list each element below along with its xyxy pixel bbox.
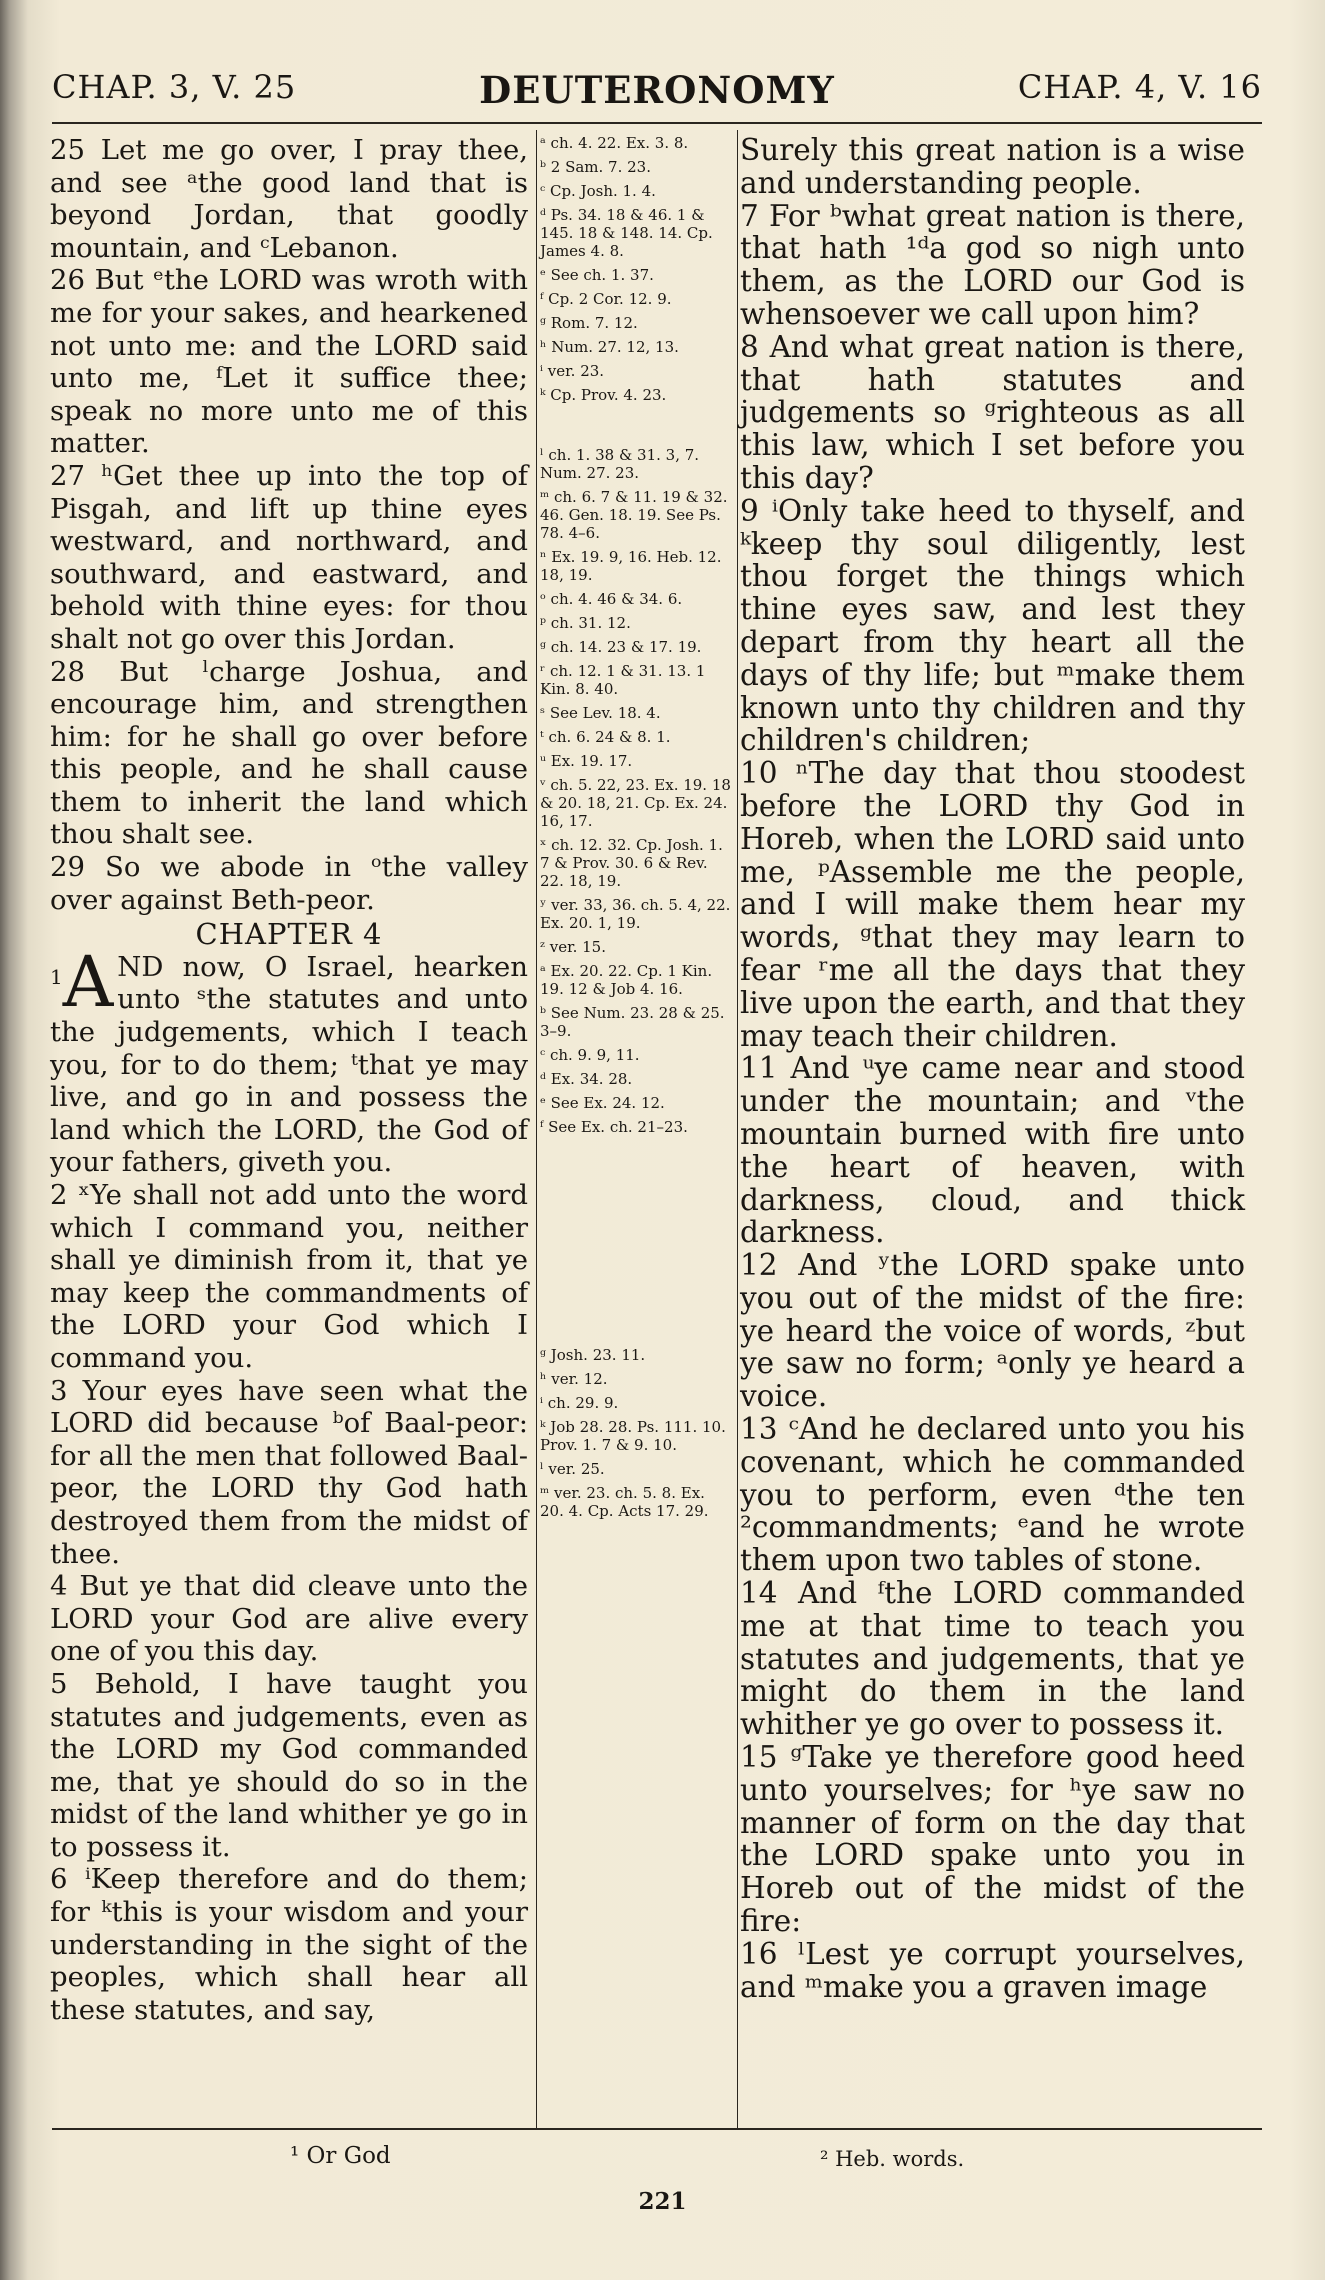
cross-reference-entry: ⁿ Ex. 19. 9, 16. Heb. 12. 18, 19.	[540, 548, 722, 584]
cross-reference-entry: ˣ ch. 12. 32. Cp. Josh. 1. 7 & Prov. 30. 6 & Rev. 22. 18, 19.	[540, 836, 723, 890]
verse-paragraph: 14 And ᶠthe LORD commanded me at that time to teach you statutes and judgements, that ye might do them in the land whither ye go over to possess it.	[740, 1576, 1245, 1742]
verse-paragraph: 5 Behold, I have taught you statutes and judgements, even as the LORD my God commanded me, that ye should do so in the midst of the land whither ye go in to possess it.	[50, 1667, 528, 1863]
cross-reference-entry: ˡ ver. 25.	[540, 1460, 605, 1478]
cross-reference-entry: ᶜ Cp. Josh. 1. 4.	[540, 182, 656, 200]
cross-reference-entry: ˢ See Lev. 18. 4.	[540, 704, 661, 722]
cross-reference-entry: ʰ ver. 12.	[540, 1370, 608, 1388]
cross-reference-entry: ᵃ Ex. 20. 22. Cp. 1 Kin. 19. 12 & Job 4. 16.	[540, 962, 713, 998]
cross-reference-entry: ᵍ ch. 14. 23 & 17. 19.	[540, 638, 702, 656]
cross-reference-entry: ᵍ Rom. 7. 12.	[540, 314, 638, 332]
left-text-column	[50, 134, 528, 2026]
cross-reference-entry: ᵃ ch. 4. 22. Ex. 3. 8.	[540, 134, 689, 152]
right-text-column	[740, 134, 1245, 2003]
verse-paragraph: 10 ⁿThe day that thou stoodest before the LORD thy God in Horeb, when the LORD said unto me, ᵖAssemble me the people, and I will make them hear my words, ᵍthat they may learn to fear ʳme all the days that they live upon the earth, and that they may teach their children.	[740, 756, 1245, 1053]
cross-reference-entry: ᵏ Job 28. 28. Ps. 111. 10. Prov. 1. 7 & 9. 10.	[540, 1418, 726, 1454]
footnote-1: ¹ Or God	[290, 2143, 391, 2169]
cross-reference-entry: ᵘ Ex. 19. 17.	[540, 752, 633, 770]
cross-reference-entry: ᶠ See Ex. ch. 21–23.	[540, 1118, 688, 1136]
cross-reference-entry: ᵉ See ch. 1. 37.	[540, 266, 654, 284]
header-left-reference: CHAP. 3, V. 25	[52, 68, 297, 106]
verse-paragraph: 12 And ʸthe LORD spake unto you out of the midst of the fire: ye heard the voice of words, ᶻbut ye saw no form; ᵃonly ye heard a voice.	[740, 1248, 1245, 1414]
cross-reference-entry: ᶻ ver. 15.	[540, 938, 606, 956]
cross-reference-entry: ʳ ch. 12. 1 & 31. 13. 1 Kin. 8. 40.	[540, 662, 706, 698]
verse-paragraph: 9 ⁱOnly take heed to thyself, and ᵏkeep thy soul diligently, lest thou forget the things which thine eyes saw, and lest they depart from thy heart all the days of thy life; but ᵐmake them known unto thy children and thy children's children;	[740, 493, 1245, 758]
cross-reference-entry: ᶠ Cp. 2 Cor. 12. 9.	[540, 290, 672, 308]
verse-paragraph: 26 But ᵉthe LORD was wroth with me for your sakes, and hearkened not unto me: and the LORD said unto me, ᶠLet it suffice thee; speak no more unto me of this matter.	[50, 264, 528, 460]
verse-paragraph: 6 ⁱKeep therefore and do them; for ᵏthis is your wisdom and your understanding in the sight of the peoples, which shall hear all these statutes, and say,	[50, 1863, 528, 2026]
chapter-heading: CHAPTER 4	[195, 917, 383, 952]
header-book-title: DEUTERONOMY	[479, 68, 835, 112]
verse-paragraph: 8 And what great nation is there, that hath statutes and judgements so ᵍrighteous as all this law, which I set before you this day?	[740, 329, 1245, 495]
cross-reference-entry: ᵖ ch. 31. 12.	[540, 614, 631, 632]
cross-reference-entry: ᵍ Josh. 23. 11.	[540, 1346, 646, 1364]
verse-paragraph: 7 For ᵇwhat great nation is there, that hath ¹ᵈa god so nigh unto them, as the LORD our God is whensoever we call upon him?	[740, 198, 1245, 331]
cross-reference-entry: ᵐ ver. 23. ch. 5. 8. Ex. 20. 4. Cp. Acts 17. 29.	[540, 1484, 709, 1520]
cross-reference-entry: ᵇ 2 Sam. 7. 23.	[540, 158, 651, 176]
cross-reference-entry: ᵐ ch. 6. 7 & 11. 19 & 32. 46. Gen. 18. 19. See Ps. 78. 4–6.	[540, 488, 728, 542]
header-right-reference: CHAP. 4, V. 16	[1017, 68, 1262, 106]
cross-reference-entry: ᵈ Ps. 34. 18 & 46. 1 & 145. 18 & 148. 14. Cp. James 4. 8.	[540, 206, 713, 260]
verse-paragraph: 4 But ye that did cleave unto the LORD your God are alive every one of you this day.	[50, 1570, 528, 1668]
verse-paragraph: 11 And ᵘye came near and stood under the mountain; and ᵛthe mountain burned with fire unto the heart of heaven, with darkness, cloud, and thick darkness.	[740, 1051, 1245, 1250]
verse-paragraph-chapter-start	[50, 940, 528, 1179]
cross-reference-entry: ᵏ Cp. Prov. 4. 23.	[540, 386, 667, 404]
running-header	[52, 68, 1262, 128]
drop-cap: A	[62, 940, 114, 1023]
verse-paragraph: 3 Your eyes have seen what the LORD did because ᵇof Baal-peor: for all the men that followed Baal-peor, the LORD thy God hath destroyed them from the midst of thee.	[50, 1374, 528, 1570]
footnote-rule	[52, 2128, 1262, 2130]
column-divider-right	[737, 130, 738, 2130]
verse-paragraph: 29 So we abode in ᵒthe valley over against Beth-peor.	[50, 851, 528, 916]
cross-reference-entry: ᵗ ch. 6. 24 & 8. 1.	[540, 728, 671, 746]
cross-reference-entry: ʰ Num. 27. 12, 13.	[540, 338, 679, 356]
verse-text: ND now, O Israel, hearken unto ˢthe statutes and unto the judgements, which I teach you, for to do them; ᵗthat ye may live, and go in and possess the land which the LORD, the God of your fathers, giveth you.	[50, 950, 528, 1179]
column-divider-left	[536, 130, 537, 2130]
cross-reference-entry: ᵇ See Num. 23. 28 & 25. 3–9.	[540, 1004, 725, 1040]
cross-reference-entry: ˡ ch. 1. 38 & 31. 3, 7. Num. 27. 23.	[540, 446, 700, 482]
verse-paragraph: 28 But ˡcharge Joshua, and encourage him, and strengthen him: for he shall go over before this people, and he shall cause them to inherit the land which thou shalt see.	[50, 655, 528, 851]
verse-paragraph: 15 ᵍTake ye therefore good heed unto yourselves; for ʰye saw no manner of form on the day that the LORD spake unto you in Horeb out of the midst of the fire:	[740, 1740, 1245, 1939]
verse-paragraph: 27 ʰGet thee up into the top of Pisgah, and lift up thine eyes westward, and northward, and southward, and eastward, and behold with thine eyes: for thou shalt not go over this Jordan.	[50, 459, 528, 655]
cross-reference-entry: ᶜ ch. 9. 9, 11.	[540, 1046, 640, 1064]
cross-reference-entry: ʸ ver. 33, 36. ch. 5. 4, 22. Ex. 20. 1, 19.	[540, 896, 731, 932]
cross-reference-entry: ᵛ ch. 5. 22, 23. Ex. 19. 18 & 20. 18, 21. Cp. Ex. 24. 16, 17.	[540, 776, 731, 830]
verse-paragraph: 25 Let me go over, I pray thee, and see ᵃthe good land that is beyond Jordan, that goodly mountain, and ᶜLebanon.	[50, 134, 528, 264]
cross-reference-entry: ᵈ Ex. 34. 28.	[540, 1070, 633, 1088]
cross-reference-entry: ⁱ ch. 29. 9.	[540, 1394, 619, 1412]
cross-reference-entry: ⁱ ver. 23.	[540, 362, 605, 380]
cross-reference-column	[540, 134, 732, 2134]
footnote-2: ² Heb. words.	[820, 2147, 965, 2171]
cross-reference-entry: ᵒ ch. 4. 46 & 34. 6.	[540, 590, 683, 608]
cross-reference-entry: ᵉ See Ex. 24. 12.	[540, 1094, 665, 1112]
header-rule	[52, 122, 1262, 124]
verse-paragraph: 16 ˡLest ye corrupt yourselves, and ᵐmake you a graven image	[740, 1936, 1245, 2004]
verse-paragraph: 13 ᶜAnd he declared unto you his covenant, which he commanded you to perform, even ᵈthe ten ²commandments; ᵉand he wrote them upon two tables of stone.	[740, 1412, 1245, 1578]
verse-paragraph: Surely this great nation is a wise and understanding people.	[740, 133, 1245, 200]
page-number: 221	[638, 2188, 687, 2215]
verse-paragraph: 2 ˣYe shall not add unto the word which I command you, neither shall ye diminish from it, that ye may keep the commandments of the LORD your God which I command you.	[50, 1179, 528, 1374]
verse-number: 1	[50, 964, 63, 989]
